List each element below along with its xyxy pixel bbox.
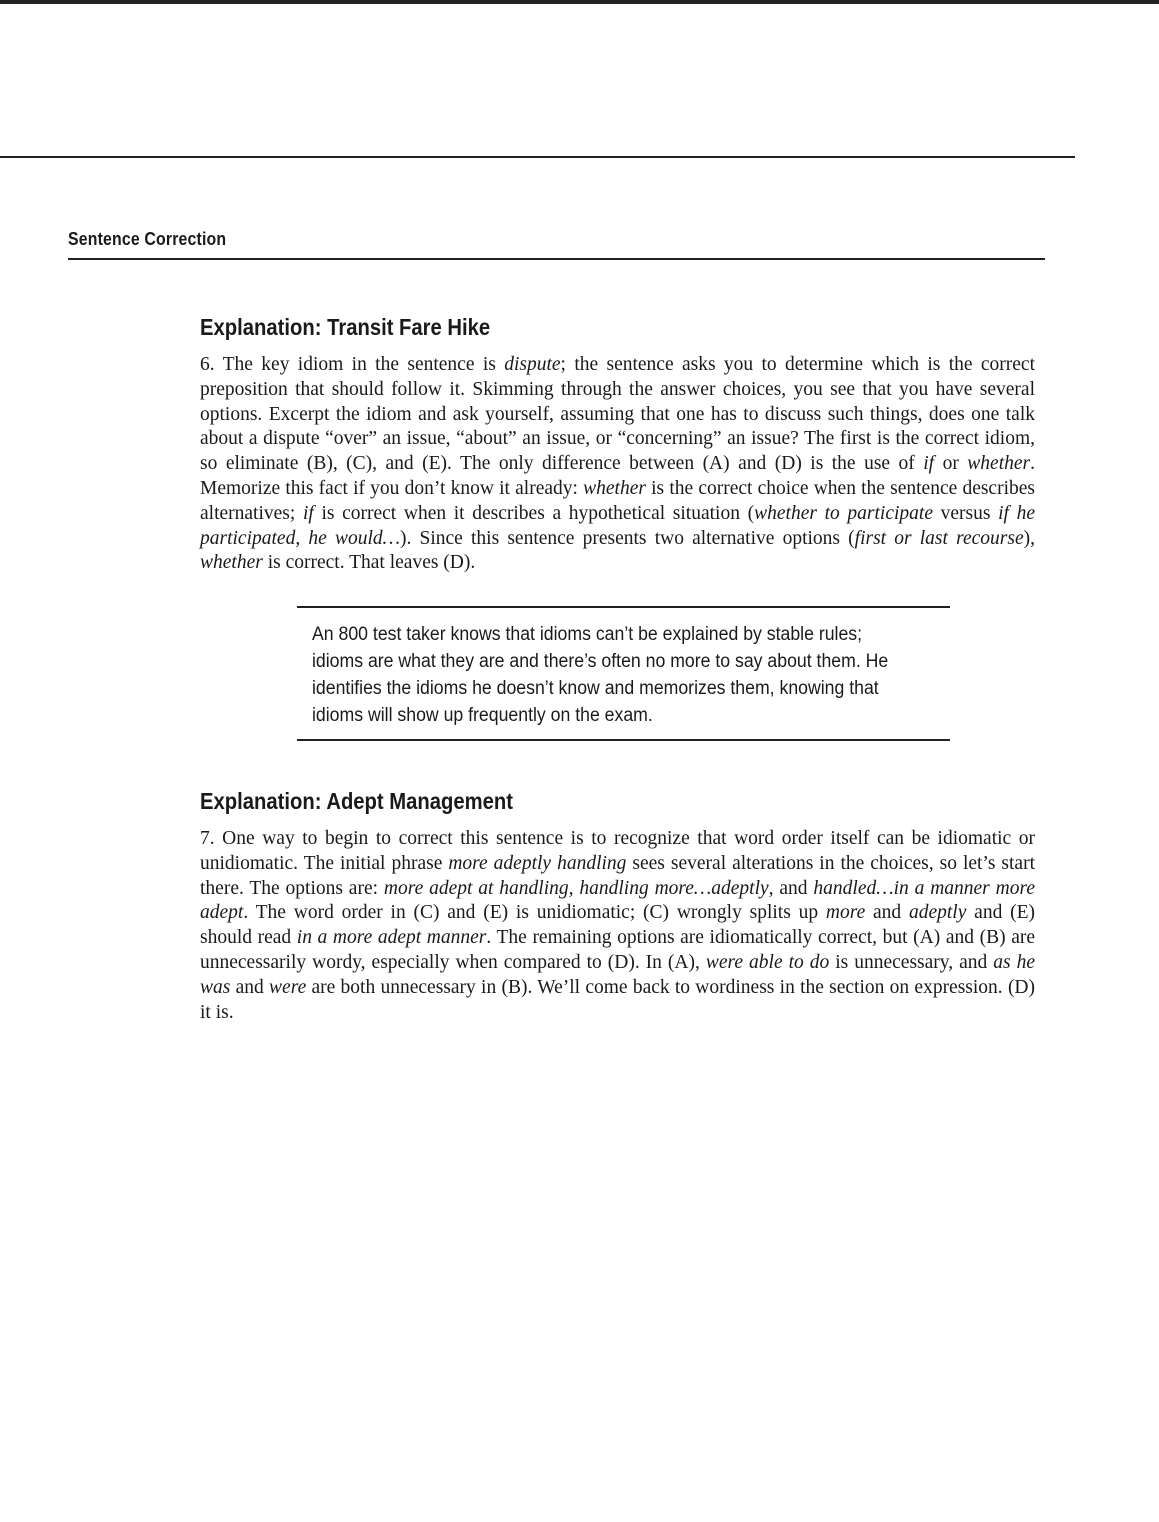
italic-term: in a more adept manner bbox=[296, 927, 487, 949]
text-segment: is correct. That leaves (D). bbox=[262, 552, 476, 574]
header-rule bbox=[68, 258, 1045, 260]
text-segment: and bbox=[230, 976, 270, 998]
running-header-section: Sentence Correction bbox=[68, 229, 227, 249]
italic-term: first or last recourse bbox=[854, 527, 1024, 549]
explanation-paragraph-7 bbox=[200, 827, 1035, 1025]
explanation-paragraph-6 bbox=[200, 353, 1035, 576]
italic-term: more bbox=[825, 902, 866, 924]
callout-tip-text: An 800 test taker knows that idioms can’t be explained by stable rules; idioms are what they are and there’s often no more to say about them. He identifies the idioms he doesn’t know and memorizes them, knowing that idioms will show up frequently on the exam. bbox=[312, 624, 889, 726]
text-segment: sees several alterations in the choices, so let’s start there. The options are: bbox=[200, 852, 1036, 899]
italic-term: handled…in a manner more adept bbox=[200, 877, 1035, 924]
italic-term: whether to participate bbox=[754, 502, 933, 524]
italic-term: more adeptly handling bbox=[448, 852, 627, 874]
italic-term: whether bbox=[967, 453, 1031, 475]
text-segment: are both unnecessary in (B). We’ll come back to wordiness in the section on expression. (D) it is. bbox=[200, 976, 1036, 1023]
text-segment: and (E) should read bbox=[200, 902, 1036, 949]
header-top-rule bbox=[0, 156, 1075, 158]
callout-bottom-rule bbox=[297, 739, 950, 741]
italic-term: if bbox=[302, 502, 314, 524]
text-segment: versus bbox=[932, 502, 999, 524]
text-segment: is correct when it describes a hypothetical situation ( bbox=[313, 502, 755, 524]
italic-term: if he participated, he would… bbox=[200, 502, 1036, 549]
italic-term: as he was bbox=[200, 951, 1036, 998]
text-segment: 7. One way to begin to correct this sentence is to recognize that word order itself can be idiomatic or unidiomatic. The initial phrase bbox=[200, 828, 1035, 874]
italic-term: were bbox=[269, 976, 307, 998]
text-segment: . The word order in (C) and (E) is unidiomatic; (C) wrongly splits up bbox=[243, 902, 826, 924]
top-border-rule bbox=[0, 0, 1159, 4]
text-segment: ; the sentence asks you to determine which is the correct preposition that should follow it. Skimming through the answer choices, you see that you have several options. Excerpt the idiom and ask yourself, assuming that one has to discuss such things, does one talk about a dispute “over” an issue, “about” an issue, or “concerning” an issue? The first is the correct idiom, so eliminate (B), (C), and (E). The only difference between (A) and (D) is the use of bbox=[200, 354, 1036, 475]
italic-term: if bbox=[923, 453, 935, 475]
text-segment: ), bbox=[1023, 527, 1035, 549]
italic-term: were able to do bbox=[705, 951, 830, 973]
italic-term: whether bbox=[583, 477, 646, 499]
text-segment: ). Since this sentence presents two alternative options ( bbox=[399, 527, 855, 549]
text-segment: or bbox=[934, 453, 968, 475]
italic-term: whether bbox=[200, 552, 263, 574]
text-segment: is unnecessary, and bbox=[829, 951, 994, 973]
italic-term: adeptly bbox=[908, 902, 967, 924]
text-segment: , and bbox=[768, 877, 814, 899]
callout-top-rule bbox=[297, 606, 950, 608]
text-segment: . Memorize this fact if you don’t know it already: bbox=[200, 453, 1035, 499]
section-heading-transit-fare-hike: Explanation: Transit Fare Hike bbox=[200, 314, 491, 340]
text-segment: 6. The key idiom in the sentence is bbox=[200, 354, 505, 375]
text-segment: . The remaining options are idiomatically correct, but (A) and (B) are unnecessarily wordy, especially when compared to (D). In (A), bbox=[200, 927, 1036, 973]
text-segment: and bbox=[865, 902, 909, 924]
text-segment: is the correct choice when the sentence describes alternatives; bbox=[200, 477, 1035, 524]
italic-term: more adept at handling, handling more…adeptly bbox=[383, 877, 769, 899]
italic-term: dispute bbox=[504, 354, 561, 375]
section-heading-adept-management: Explanation: Adept Management bbox=[200, 788, 514, 814]
